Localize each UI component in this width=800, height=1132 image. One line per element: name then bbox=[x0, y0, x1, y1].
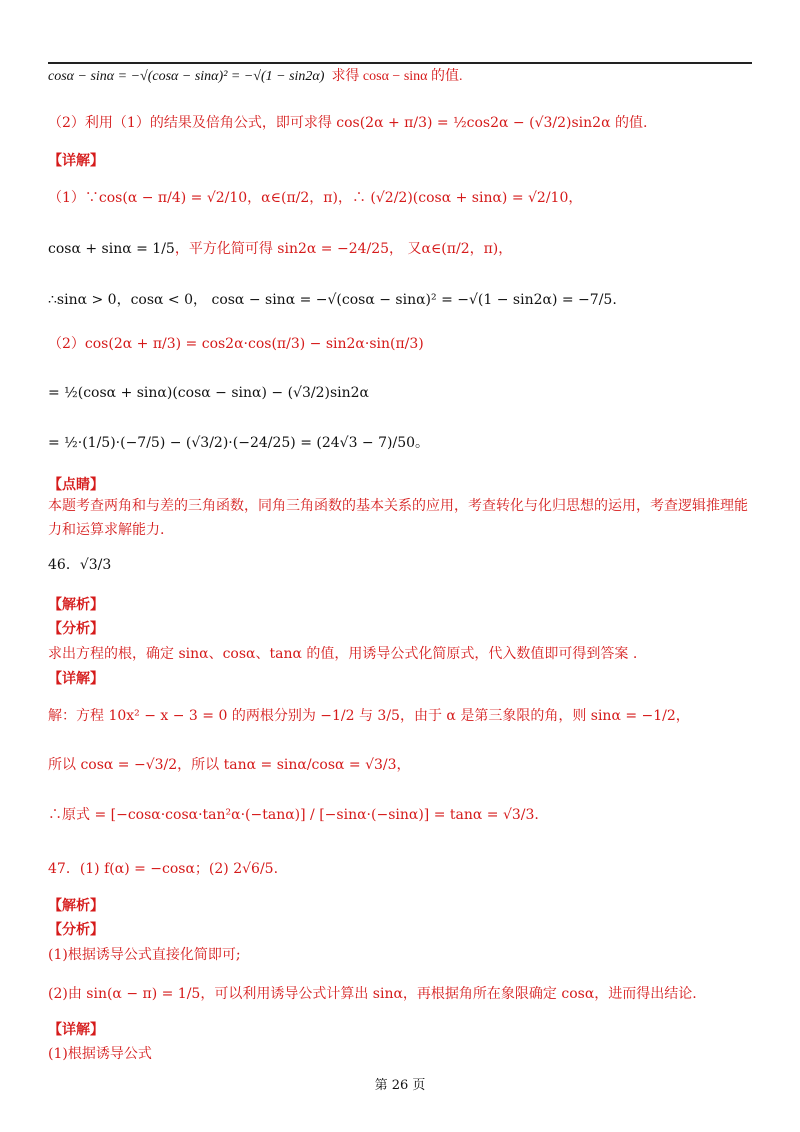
page-number: 第 26 页 bbox=[374, 1078, 426, 1093]
line-1: cosα − sinα = −√(cosα − sinα)² = −√(1 − sin2α) 求得 cosα − sinα 的值. bbox=[48, 69, 463, 84]
analysis-47-1: (1)根据诱导公式直接化简即可; bbox=[48, 947, 241, 963]
heading-detail-46: 【详解】 bbox=[48, 671, 104, 687]
detail-46-line3: ∴原式 = [−cosα·cosα·tan²α·(−tanα)] / [−sinα·(−sinα)] = tanα = √3/3. bbox=[48, 807, 539, 823]
top-rule bbox=[48, 62, 752, 64]
q47-answer: 47．(1) f(α) = −cosα；(2) 2√6/5. bbox=[48, 861, 279, 877]
detail-46-line1: 解：方程 10x² − x − 3 = 0 的两根分别为 −1/2 与 3/5，由于 α 是第三象限的角，则 sinα = −1/2， bbox=[48, 708, 690, 724]
detail-46-line2: 所以 cosα = −√3/2，所以 tanα = sinα/cosα = √3/3， bbox=[48, 757, 411, 773]
line-4: （1）∵cos(α − π/4) = √2/10，α∈(π/2，π)，∴ (√2/2)(cosα + sinα) = √2/10， bbox=[48, 190, 583, 206]
detail-47-line1: (1)根据诱导公式 bbox=[48, 1046, 152, 1062]
line-7: （2）cos(2α + π/3) = cos2α·cos(π/3) − sin2α·sin(π/3) bbox=[48, 336, 424, 352]
line-8: = ½(cosα + sinα)(cosα − sinα) − (√3/2)sin2α bbox=[48, 385, 369, 401]
heading-detail-1: 【详解】 bbox=[48, 153, 104, 169]
analysis-47-2: (2)由 sin(α − π) = 1/5，可以利用诱导公式计算出 sinα，再根据角所在象限确定 cosα，进而得出结论. bbox=[48, 986, 697, 1002]
q46-answer: 46．√3/3 bbox=[48, 557, 112, 573]
line-2: （2）利用（1）的结果及倍角公式，即可求得 cos(2α + π/3) = ½cos2α − (√3/2)sin2α 的值. bbox=[48, 115, 648, 131]
heading-fenxi-47: 【分析】 bbox=[48, 922, 104, 938]
heading-note: 【点睛】 bbox=[48, 477, 104, 493]
analysis-46: 求出方程的根，确定 sinα、cosα、tanα 的值，用诱导公式化简原式，代入数值即可得到答案 . bbox=[48, 646, 638, 662]
line-5: cosα + sinα = 1/5，平方化简可得 sin2α = −24/25， 又α∈(π/2，π)， bbox=[48, 241, 513, 257]
heading-detail-47: 【详解】 bbox=[48, 1022, 104, 1038]
line-9: = ½·(1/5)·(−7/5) − (√3/2)·(−24/25) = (24√3 − 7)/50。 bbox=[48, 435, 430, 451]
heading-jiexi-47: 【解析】 bbox=[48, 898, 104, 914]
heading-jiexi-46: 【解析】 bbox=[48, 597, 104, 613]
line-6: ∴sinα > 0，cosα < 0， cosα − sinα = −√(cosα − sinα)² = −√(1 − sin2α) = −7/5. bbox=[48, 292, 617, 308]
heading-fenxi-46: 【分析】 bbox=[48, 621, 104, 637]
note-paragraph: 本题考查两角和与差的三角函数，同角三角函数的基本关系的应用，考查转化与化归思想的运用，考查逻辑推理能力和运算求解能力. bbox=[48, 498, 748, 538]
